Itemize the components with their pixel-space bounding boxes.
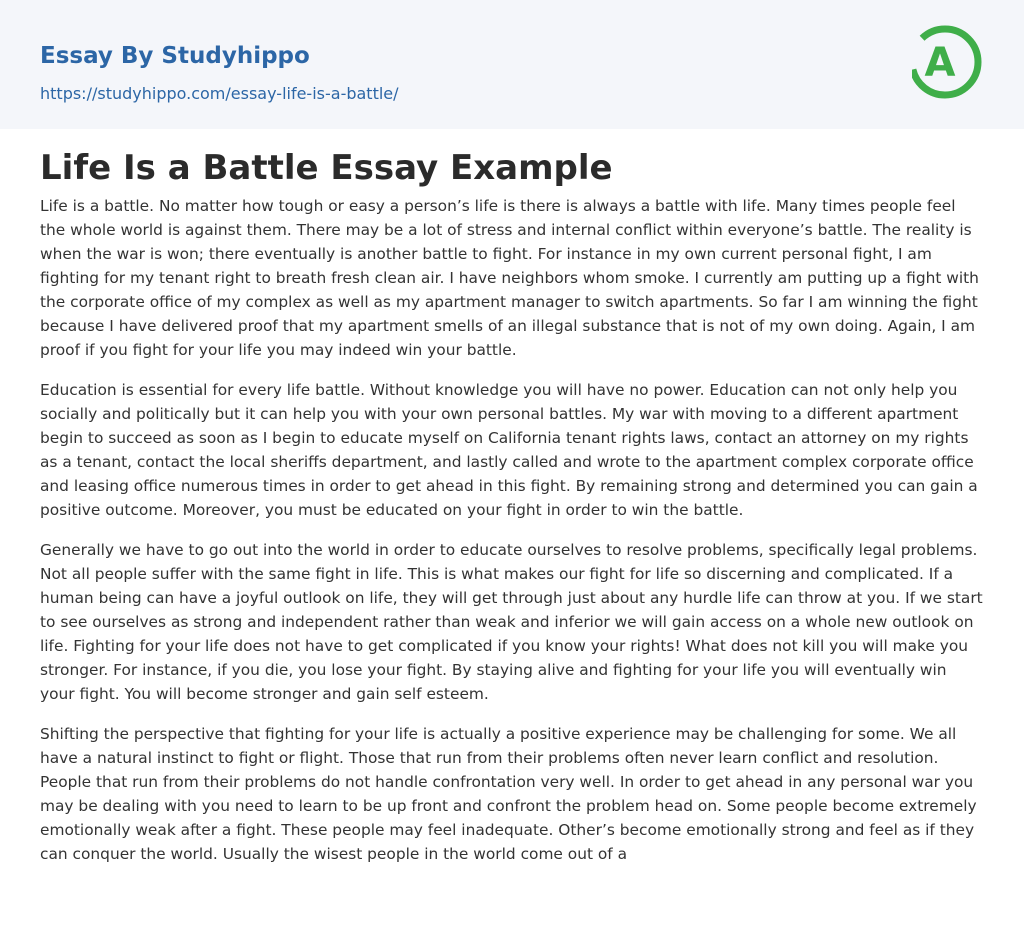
studyhippo-logo-icon[interactable] — [912, 19, 986, 105]
essay-body — [40, 194, 984, 882]
logo-letter: A — [924, 40, 956, 86]
essay-paragraph-3: Generally we have to go out into the world in order to educate ourselves to resolve problems, specifically legal problems. Not all people suffer with the same fight in life. This is what makes our fight for life so discerning and complicated. If a human being can have a joyful outlook on life, they will get through just about any hurdle life can throw at you. If we start to see ourselves as strong and independent rather than weak and inferior we will gain access on a whole new outlook on life. Fighting for your life does not have to get complicated if you know your rights! What does not kill you will make you stronger. For instance, if you die, you lose your fight. By staying alive and fighting for your life you will eventually win your fight. You will become stronger and gain self esteem. — [40, 541, 983, 703]
page-title: Life Is a Battle Essay Example — [40, 148, 613, 188]
page-header — [0, 0, 1024, 129]
essay-paragraph-1: Life is a battle. No matter how tough or easy a person’s life is there is always a battle with life. Many times people feel the whole world is against them. There may be a lot of stress and internal conflict within everyone’s battle. The reality is when the war is won; there eventually is another battle to fight. For instance in my own current personal fight, I am fighting for my tenant right to breath fresh clean air. I have neighbors whom smoke. I currently am putting up a fight with the corporate office of my complex as well as my apartment manager to switch apartments. So far I am winning the fight because I have delivered proof that my apartment smells of an illegal substance that is not of my own doing. Again, I am proof if you fight for your life you may indeed win your battle. — [40, 197, 979, 359]
site-brand[interactable]: Essay By Studyhippo — [40, 43, 310, 69]
essay-paragraph-2: Education is essential for every life battle. Without knowledge you will have no power. Education can not only help you socially and politically but it can help you with your own personal battles. My war with moving to a different apartment begin to succeed as soon as I begin to educate myself on California tenant rights laws, contact an attorney on my rights as a tenant, contact the local sheriffs department, and lastly called and wrote to the apartment complex corporate office and leasing office numerous times in order to get ahead in this fight. By remaining strong and determined you can gain a positive outcome. Moreover, you must be educated on your fight in order to win the battle. — [40, 381, 978, 519]
essay-paragraph-4: Shifting the perspective that fighting for your life is actually a positive experience may be challenging for some. We all have a natural instinct to fight or flight. Those that run from their problems often never learn conflict and resolution. People that run from their problems do not handle confrontation very well. In order to get ahead in any personal war you may be dealing with you need to learn to be up front and confront the problem head on. Some people become extremely emotionally weak after a fight. These people may feel inadequate. Other’s become emotionally strong and feel as if they can conquer the world. Usually the wisest people in the world come out of a — [40, 725, 977, 863]
essay-url-link[interactable]: https://studyhippo.com/essay-life-is-a-battle/ — [40, 84, 399, 103]
